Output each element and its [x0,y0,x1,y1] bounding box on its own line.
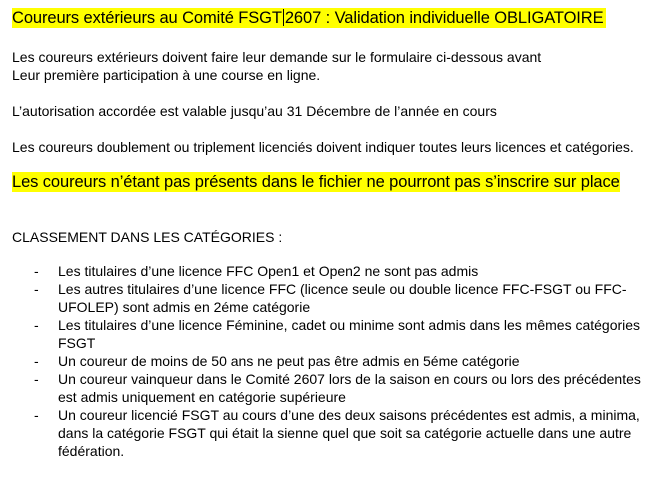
intro-paragraph [12,48,642,84]
rule-text: Un coureur vainqueur dans le Comité 2607 lors de la saison en cours ou lors des précédentes est admis uniquement en catégorie supérieure [58,371,641,405]
intro-line-2: Leur première participation à une course en ligne. [12,67,321,83]
rule-item [12,352,642,370]
warning-highlight: Les coureurs n’étant pas présents dans le fichier ne pourront pas s’inscrire sur place [12,173,620,191]
rule-bullet: - [34,353,39,369]
rule-item [12,280,642,316]
document-page [12,8,642,460]
rule-item [12,406,642,460]
rule-item [12,262,642,280]
rule-text: Les titulaires d’une licence Féminine, cadet ou minime sont admis dans les mêmes catégories FSGT [58,317,641,351]
page-title-part2: 2607 : Validation individuelle OBLIGATOIRE [284,9,604,27]
classification-title: CLASSEMENT DANS LES CATÉGORIES : [12,229,283,245]
rule-item [12,370,642,406]
page-title-part1: Coureurs extérieurs au Comité FSGT [12,9,282,27]
rule-bullet: - [34,281,39,297]
rule-text: Les autres titulaires d’une licence FFC (licence seule ou double licence FFC-FSGT ou FFC- UFOLEP) sont admis en 2éme catégorie [58,281,627,315]
rule-text: Les titulaires d’une licence FFC Open1 et Open2 ne sont pas admis [58,263,479,279]
multi-license-paragraph: Les coureurs doublement ou triplement licenciés doivent indiquer toutes leurs licences et catégories. [12,139,634,155]
validity-paragraph: L’autorisation accordée est valable jusqu’au 31 Décembre de l’année en cours [12,103,497,119]
rule-bullet: - [34,371,39,387]
rule-text: Un coureur licencié FSGT au cours d’une des deux saisons précédentes est admis, a minima, dans la catégorie FSGT qui était la sienne quel que soit sa catégorie actuelle dans une autre fédération. [58,407,640,459]
page-title [12,8,606,28]
intro-line-1: Les coureurs extérieurs doivent faire leur demande sur le formulaire ci-dessous avant [12,49,542,65]
rule-item [12,316,642,352]
rule-bullet: - [34,317,39,333]
text-cursor [283,9,284,26]
classification-rules-list [12,262,642,460]
rule-bullet: - [34,263,39,279]
rule-bullet: - [34,407,39,423]
rule-text: Un coureur de moins de 50 ans ne peut pas être admis en 5éme catégorie [58,353,520,369]
